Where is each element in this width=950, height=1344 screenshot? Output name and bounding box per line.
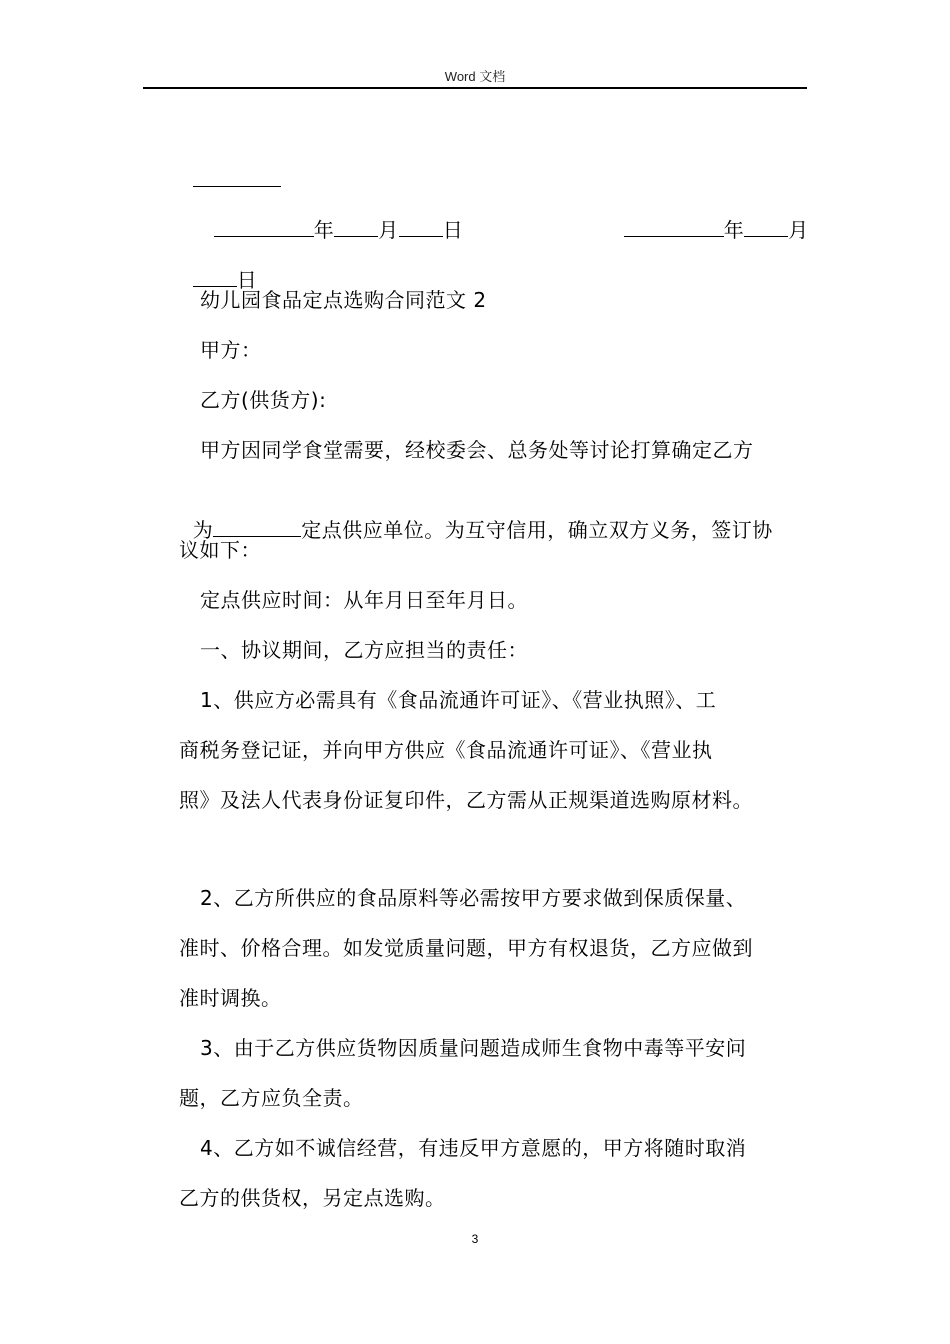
clause-2-line: 2、乙方所供应的食品原料等必需按甲方要求做到保质保量、 bbox=[200, 886, 747, 910]
blank-underline bbox=[399, 214, 443, 237]
party-a: 甲方： bbox=[200, 338, 262, 362]
clause-2-line: 准时、价格合理。如发觉质量问题，甲方有权退货，乙方应做到 bbox=[179, 936, 753, 960]
supply-period: 定点供应时间：从年月日至年月日。 bbox=[200, 588, 528, 612]
section-heading: 一、协议期间，乙方应担当的责任： bbox=[200, 638, 528, 662]
day-label: 日 bbox=[236, 268, 258, 292]
clause-3-line: 3、由于乙方供应货物因质量问题造成师生食物中毒等平安问 bbox=[200, 1036, 747, 1060]
page-number: 3 bbox=[471, 1232, 479, 1246]
clause-2-line: 准时调换。 bbox=[179, 986, 282, 1010]
clause-1-line: 照》及法人代表身份证复印件，乙方需从正规渠道选购原材料。 bbox=[179, 788, 753, 812]
blank-underline bbox=[744, 214, 788, 237]
clause-4-line: 4、乙方如不诚信经营，有违反甲方意愿的，甲方将随时取消 bbox=[200, 1136, 747, 1160]
header-divider bbox=[143, 87, 807, 89]
blank-underline bbox=[624, 214, 724, 237]
blank-underline bbox=[193, 264, 237, 287]
clause-3-line: 题，乙方应负全责。 bbox=[179, 1086, 364, 1110]
paragraph-line: 议如下： bbox=[179, 538, 261, 562]
date-line-right bbox=[610, 186, 809, 244]
paragraph-text: 定点供应单位。为互守信用，确立双方义务，签订协 bbox=[301, 518, 773, 542]
paragraph-line: 甲方因同学食堂需要，经校委会、总务处等讨论打算确定乙方 bbox=[200, 438, 754, 462]
year-label: 年 bbox=[723, 218, 745, 242]
blank-underline bbox=[334, 214, 378, 237]
month-label: 月 bbox=[788, 218, 809, 242]
day-label: 日 bbox=[442, 218, 464, 242]
clause-1-line: 商税务登记证，并向甲方供应《食品流通许可证》、《营业执 bbox=[179, 738, 713, 762]
year-label: 年 bbox=[313, 218, 335, 242]
clause-1-line: 1、供应方必需具有《食品流通许可证》、《营业执照》、工 bbox=[200, 688, 717, 712]
blank-underline bbox=[213, 514, 301, 537]
page-header-title: Word 文档 bbox=[444, 69, 506, 84]
paragraph-text: 为 bbox=[192, 518, 214, 542]
clause-4-line: 乙方的供货权，另定点选购。 bbox=[179, 1186, 446, 1210]
contract-title: 幼儿园食品定点选购合同范文 2 bbox=[200, 288, 487, 312]
month-label: 月 bbox=[378, 218, 399, 242]
party-b: 乙方(供货方): bbox=[200, 388, 327, 412]
blank-underline bbox=[193, 164, 281, 187]
paragraph-line bbox=[179, 486, 773, 544]
blank-underline bbox=[214, 214, 314, 237]
